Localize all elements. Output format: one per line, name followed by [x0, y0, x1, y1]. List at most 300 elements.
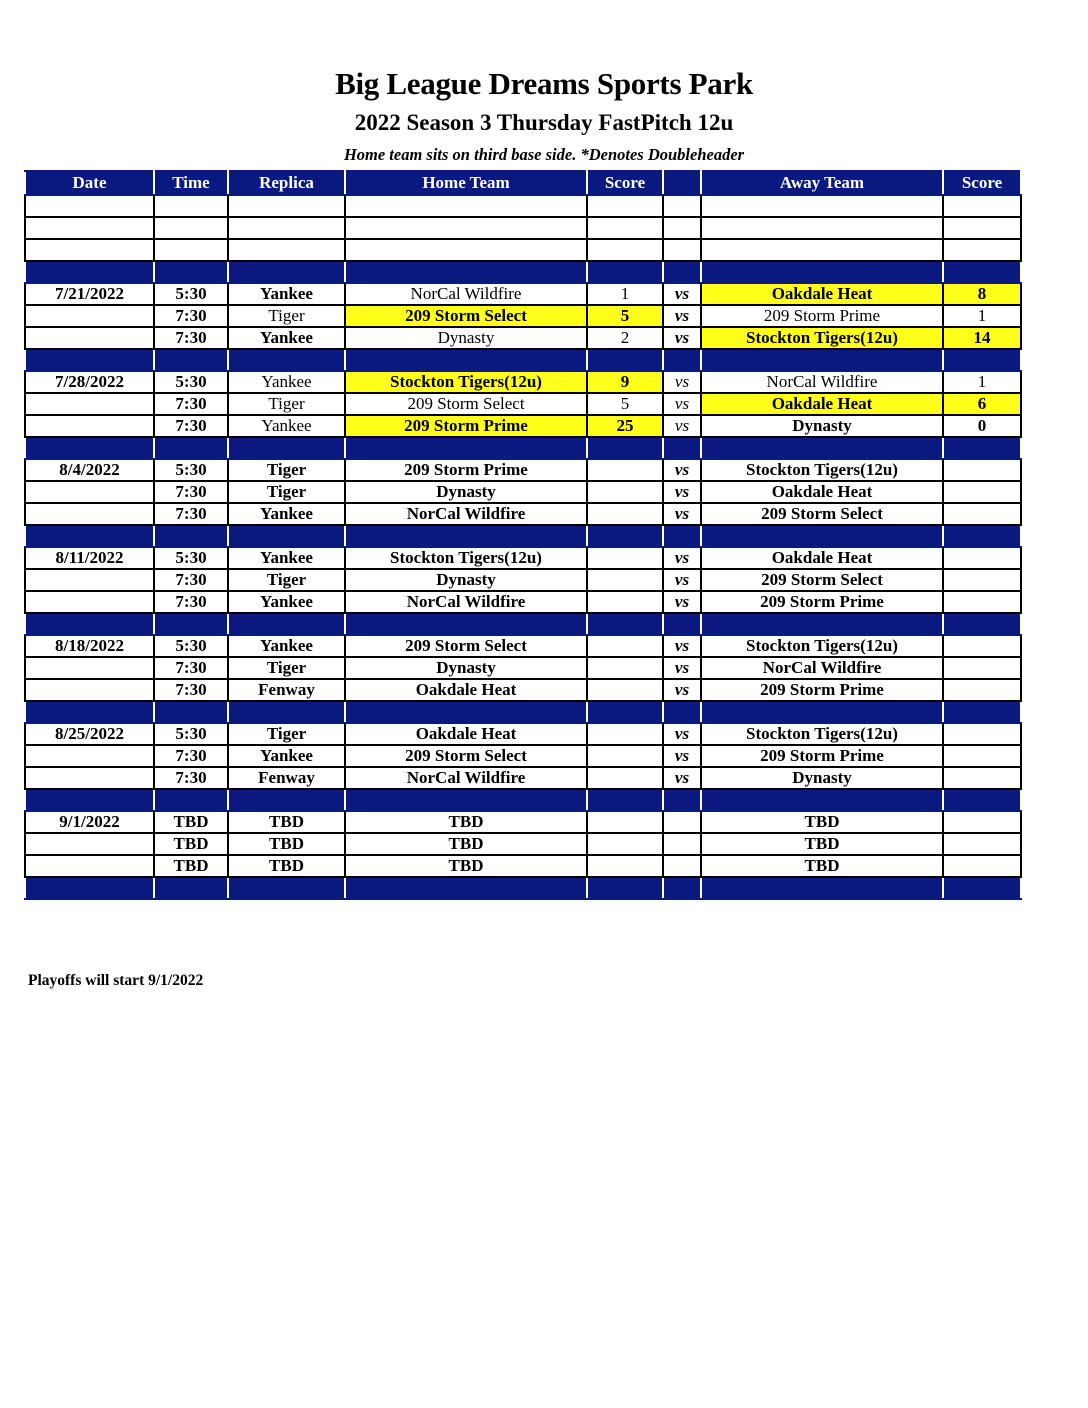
- separator-cell: [228, 525, 345, 547]
- home-score-cell: [587, 767, 663, 789]
- separator-cell: [943, 877, 1021, 899]
- vs-cell: vs: [663, 481, 701, 503]
- table-row: [25, 195, 1021, 217]
- separator-cell: [701, 261, 943, 283]
- schedule-table: [24, 170, 1022, 900]
- home-cell: NorCal Wildfire: [345, 767, 587, 789]
- away-cell: TBD: [701, 855, 943, 877]
- replica-cell: TBD: [228, 811, 345, 833]
- separator-cell: [154, 349, 228, 371]
- replica-cell: [228, 217, 345, 239]
- table-row: [25, 657, 1021, 679]
- home-cell: [345, 217, 587, 239]
- home-cell: 209 Storm Select: [345, 305, 587, 327]
- page-subtitle: 2022 Season 3 Thursday FastPitch 12u: [354, 110, 734, 135]
- separator-cell: [701, 525, 943, 547]
- separator-cell: [228, 437, 345, 459]
- replica-cell: Fenway: [228, 767, 345, 789]
- separator-cell: [587, 789, 663, 811]
- replica-cell: Yankee: [228, 635, 345, 657]
- time-cell: 7:30: [154, 327, 228, 349]
- away-cell: 209 Storm Select: [701, 569, 943, 591]
- replica-cell: Yankee: [228, 327, 345, 349]
- separator-cell: [345, 525, 587, 547]
- separator-cell: [228, 349, 345, 371]
- replica-cell: Tiger: [228, 305, 345, 327]
- replica-cell: Yankee: [228, 415, 345, 437]
- away-score-cell: [943, 855, 1021, 877]
- separator-cell: [587, 701, 663, 723]
- home-score-cell: [587, 547, 663, 569]
- vs-cell: vs: [663, 767, 701, 789]
- away-score-cell: [943, 547, 1021, 569]
- away-cell: NorCal Wildfire: [701, 371, 943, 393]
- separator-cell: [228, 789, 345, 811]
- table-row: [25, 547, 1021, 569]
- home-cell: Dynasty: [345, 657, 587, 679]
- separator-cell: [701, 877, 943, 899]
- separator-cell: [587, 261, 663, 283]
- away-score-cell: 1: [943, 371, 1021, 393]
- home-cell: Dynasty: [345, 327, 587, 349]
- time-cell: 7:30: [154, 393, 228, 415]
- home-score-cell: 9: [587, 371, 663, 393]
- separator-cell: [345, 261, 587, 283]
- vs-cell: vs: [663, 305, 701, 327]
- separator-cell: [663, 877, 701, 899]
- table-row: [25, 393, 1021, 415]
- table-row: [25, 459, 1021, 481]
- date-cell: 8/4/2022: [25, 459, 154, 481]
- replica-cell: Tiger: [228, 481, 345, 503]
- home-cell: NorCal Wildfire: [345, 503, 587, 525]
- vs-cell: vs: [663, 327, 701, 349]
- away-cell: Dynasty: [701, 767, 943, 789]
- home-score-cell: [587, 745, 663, 767]
- away-cell: 209 Storm Prime: [701, 745, 943, 767]
- time-cell: 5:30: [154, 283, 228, 305]
- home-cell: 209 Storm Select: [345, 745, 587, 767]
- home-score-cell: [587, 833, 663, 855]
- separator-cell: [587, 613, 663, 635]
- away-score-cell: 8: [943, 283, 1021, 305]
- home-score-cell: [587, 217, 663, 239]
- separator-cell: [587, 437, 663, 459]
- vs-cell: [663, 239, 701, 261]
- table-row: [25, 833, 1021, 855]
- separator-cell: [345, 437, 587, 459]
- separator-cell: [154, 613, 228, 635]
- separator-cell: [25, 525, 154, 547]
- time-cell: 7:30: [154, 415, 228, 437]
- vs-cell: vs: [663, 591, 701, 613]
- separator-cell: [943, 525, 1021, 547]
- col-replica-header: Replica: [228, 171, 345, 195]
- away-cell: Stockton Tigers(12u): [701, 635, 943, 657]
- date-cell: [25, 657, 154, 679]
- away-score-cell: 0: [943, 415, 1021, 437]
- separator-cell: [701, 349, 943, 371]
- away-score-cell: 6: [943, 393, 1021, 415]
- home-cell: Oakdale Heat: [345, 679, 587, 701]
- date-cell: [25, 833, 154, 855]
- away-score-cell: [943, 767, 1021, 789]
- table-row: [25, 679, 1021, 701]
- separator-row: [25, 349, 1021, 371]
- table-row: [25, 283, 1021, 305]
- away-cell: Oakdale Heat: [701, 481, 943, 503]
- separator-cell: [25, 877, 154, 899]
- separator-cell: [25, 349, 154, 371]
- separator-cell: [25, 789, 154, 811]
- home-cell: 209 Storm Prime: [345, 459, 587, 481]
- home-cell: 209 Storm Select: [345, 393, 587, 415]
- playoffs-note: Playoffs will start 9/1/2022: [28, 972, 204, 989]
- separator-cell: [154, 877, 228, 899]
- separator-cell: [154, 437, 228, 459]
- home-cell: TBD: [345, 811, 587, 833]
- home-score-cell: 2: [587, 327, 663, 349]
- separator-row: [25, 877, 1021, 899]
- separator-cell: [663, 701, 701, 723]
- away-score-cell: [943, 833, 1021, 855]
- date-cell: [25, 195, 154, 217]
- separator-cell: [228, 261, 345, 283]
- table-row: [25, 503, 1021, 525]
- home-cell: 209 Storm Prime: [345, 415, 587, 437]
- table-row: [25, 415, 1021, 437]
- time-cell: [154, 217, 228, 239]
- home-cell: [345, 239, 587, 261]
- replica-cell: Yankee: [228, 371, 345, 393]
- vs-cell: vs: [663, 371, 701, 393]
- separator-cell: [663, 613, 701, 635]
- home-score-cell: [587, 459, 663, 481]
- away-score-cell: [943, 195, 1021, 217]
- away-score-cell: [943, 591, 1021, 613]
- time-cell: 5:30: [154, 723, 228, 745]
- vs-cell: vs: [663, 503, 701, 525]
- vs-cell: vs: [663, 415, 701, 437]
- away-cell: Stockton Tigers(12u): [701, 459, 943, 481]
- time-cell: 5:30: [154, 547, 228, 569]
- replica-cell: Tiger: [228, 657, 345, 679]
- date-cell: [25, 217, 154, 239]
- time-cell: 7:30: [154, 569, 228, 591]
- time-cell: 5:30: [154, 459, 228, 481]
- separator-cell: [701, 789, 943, 811]
- away-cell: [701, 239, 943, 261]
- col-home-score-header: Score: [587, 171, 663, 195]
- separator-cell: [25, 613, 154, 635]
- replica-cell: Yankee: [228, 283, 345, 305]
- replica-cell: [228, 239, 345, 261]
- table-row: [25, 855, 1021, 877]
- replica-cell: Tiger: [228, 569, 345, 591]
- vs-cell: vs: [663, 635, 701, 657]
- away-cell: Stockton Tigers(12u): [701, 723, 943, 745]
- home-score-cell: [587, 569, 663, 591]
- away-cell: NorCal Wildfire: [701, 657, 943, 679]
- date-cell: [25, 305, 154, 327]
- home-score-cell: 1: [587, 283, 663, 305]
- home-score-cell: 5: [587, 305, 663, 327]
- separator-cell: [345, 701, 587, 723]
- time-cell: 7:30: [154, 745, 228, 767]
- away-cell: TBD: [701, 833, 943, 855]
- vs-cell: vs: [663, 547, 701, 569]
- vs-cell: vs: [663, 679, 701, 701]
- away-score-cell: [943, 723, 1021, 745]
- page-title: Big League Dreams Sports Park: [335, 66, 753, 101]
- time-cell: 7:30: [154, 657, 228, 679]
- separator-cell: [587, 349, 663, 371]
- away-cell: 209 Storm Select: [701, 503, 943, 525]
- home-cell: Oakdale Heat: [345, 723, 587, 745]
- separator-cell: [25, 701, 154, 723]
- away-cell: [701, 195, 943, 217]
- separator-cell: [943, 437, 1021, 459]
- separator-cell: [701, 437, 943, 459]
- away-cell: Oakdale Heat: [701, 283, 943, 305]
- date-cell: [25, 569, 154, 591]
- replica-cell: TBD: [228, 833, 345, 855]
- home-score-cell: [587, 679, 663, 701]
- table-row: [25, 745, 1021, 767]
- separator-cell: [943, 613, 1021, 635]
- vs-cell: [663, 833, 701, 855]
- date-cell: 9/1/2022: [25, 811, 154, 833]
- separator-cell: [663, 789, 701, 811]
- separator-row: [25, 437, 1021, 459]
- away-score-cell: [943, 481, 1021, 503]
- away-cell: Oakdale Heat: [701, 547, 943, 569]
- vs-cell: vs: [663, 283, 701, 305]
- separator-cell: [701, 613, 943, 635]
- away-score-cell: [943, 635, 1021, 657]
- away-score-cell: [943, 569, 1021, 591]
- replica-cell: Tiger: [228, 459, 345, 481]
- separator-row: [25, 525, 1021, 547]
- separator-cell: [345, 877, 587, 899]
- home-score-cell: [587, 481, 663, 503]
- away-cell: TBD: [701, 811, 943, 833]
- separator-cell: [228, 877, 345, 899]
- separator-row: [25, 701, 1021, 723]
- date-cell: 7/21/2022: [25, 283, 154, 305]
- replica-cell: Yankee: [228, 745, 345, 767]
- date-cell: 7/28/2022: [25, 371, 154, 393]
- date-cell: [25, 855, 154, 877]
- table-row: [25, 635, 1021, 657]
- away-score-cell: [943, 503, 1021, 525]
- vs-cell: [663, 855, 701, 877]
- time-cell: TBD: [154, 855, 228, 877]
- vs-cell: [663, 195, 701, 217]
- home-cell: Stockton Tigers(12u): [345, 547, 587, 569]
- home-score-cell: 25: [587, 415, 663, 437]
- header-row: [25, 171, 1021, 195]
- home-cell: NorCal Wildfire: [345, 283, 587, 305]
- date-cell: 8/11/2022: [25, 547, 154, 569]
- home-cell: TBD: [345, 833, 587, 855]
- separator-cell: [154, 525, 228, 547]
- away-cell: 209 Storm Prime: [701, 305, 943, 327]
- home-score-cell: [587, 855, 663, 877]
- replica-cell: Yankee: [228, 503, 345, 525]
- away-score-cell: [943, 239, 1021, 261]
- replica-cell: Yankee: [228, 547, 345, 569]
- separator-cell: [663, 437, 701, 459]
- vs-cell: [663, 811, 701, 833]
- vs-cell: [663, 217, 701, 239]
- home-score-cell: 5: [587, 393, 663, 415]
- vs-cell: vs: [663, 393, 701, 415]
- date-cell: [25, 503, 154, 525]
- separator-cell: [663, 261, 701, 283]
- home-cell: Dynasty: [345, 569, 587, 591]
- time-cell: 7:30: [154, 591, 228, 613]
- replica-cell: [228, 195, 345, 217]
- away-score-cell: [943, 811, 1021, 833]
- separator-row: [25, 789, 1021, 811]
- separator-cell: [701, 701, 943, 723]
- separator-cell: [943, 789, 1021, 811]
- col-date-header: Date: [25, 171, 154, 195]
- time-cell: TBD: [154, 811, 228, 833]
- separator-cell: [228, 613, 345, 635]
- home-score-cell: [587, 591, 663, 613]
- schedule-note: Home team sits on third base side. *Denotes Doubleheader: [343, 145, 745, 164]
- time-cell: TBD: [154, 833, 228, 855]
- separator-cell: [345, 789, 587, 811]
- separator-cell: [25, 437, 154, 459]
- col-away-team-header: Away Team: [701, 171, 943, 195]
- table-row: [25, 239, 1021, 261]
- away-cell: 209 Storm Prime: [701, 591, 943, 613]
- col-home-team-header: Home Team: [345, 171, 587, 195]
- separator-cell: [663, 525, 701, 547]
- home-score-cell: [587, 635, 663, 657]
- table-row: [25, 217, 1021, 239]
- home-cell: Dynasty: [345, 481, 587, 503]
- replica-cell: Fenway: [228, 679, 345, 701]
- time-cell: 7:30: [154, 503, 228, 525]
- time-cell: [154, 239, 228, 261]
- col-away-score-header: Score: [943, 171, 1021, 195]
- time-cell: 7:30: [154, 305, 228, 327]
- home-score-cell: [587, 239, 663, 261]
- home-score-cell: [587, 195, 663, 217]
- away-cell: 209 Storm Prime: [701, 679, 943, 701]
- away-score-cell: [943, 217, 1021, 239]
- time-cell: 7:30: [154, 481, 228, 503]
- table-row: [25, 723, 1021, 745]
- col-time-header: Time: [154, 171, 228, 195]
- home-cell: NorCal Wildfire: [345, 591, 587, 613]
- home-score-cell: [587, 811, 663, 833]
- away-score-cell: 1: [943, 305, 1021, 327]
- table-row: [25, 327, 1021, 349]
- date-cell: [25, 679, 154, 701]
- table-row: [25, 371, 1021, 393]
- away-cell: Stockton Tigers(12u): [701, 327, 943, 349]
- vs-cell: vs: [663, 723, 701, 745]
- separator-cell: [943, 701, 1021, 723]
- date-cell: [25, 393, 154, 415]
- home-score-cell: [587, 657, 663, 679]
- separator-cell: [943, 349, 1021, 371]
- time-cell: 7:30: [154, 679, 228, 701]
- separator-row: [25, 261, 1021, 283]
- home-cell: 209 Storm Select: [345, 635, 587, 657]
- home-cell: Stockton Tigers(12u): [345, 371, 587, 393]
- table-row: [25, 305, 1021, 327]
- separator-cell: [345, 349, 587, 371]
- away-score-cell: [943, 657, 1021, 679]
- vs-cell: vs: [663, 459, 701, 481]
- home-score-cell: [587, 723, 663, 745]
- date-cell: [25, 415, 154, 437]
- away-cell: [701, 217, 943, 239]
- col-vs-header: [663, 171, 701, 195]
- vs-cell: vs: [663, 569, 701, 591]
- date-cell: 8/18/2022: [25, 635, 154, 657]
- home-cell: [345, 195, 587, 217]
- home-cell: TBD: [345, 855, 587, 877]
- away-cell: Oakdale Heat: [701, 393, 943, 415]
- date-cell: [25, 767, 154, 789]
- date-cell: [25, 591, 154, 613]
- vs-cell: vs: [663, 657, 701, 679]
- time-cell: 5:30: [154, 635, 228, 657]
- separator-row: [25, 613, 1021, 635]
- replica-cell: Tiger: [228, 723, 345, 745]
- time-cell: [154, 195, 228, 217]
- table-row: [25, 481, 1021, 503]
- separator-cell: [25, 261, 154, 283]
- separator-cell: [154, 701, 228, 723]
- away-cell: Dynasty: [701, 415, 943, 437]
- away-score-cell: [943, 679, 1021, 701]
- table-row: [25, 591, 1021, 613]
- date-cell: [25, 745, 154, 767]
- date-cell: [25, 481, 154, 503]
- table-row: [25, 767, 1021, 789]
- separator-cell: [154, 261, 228, 283]
- time-cell: 5:30: [154, 371, 228, 393]
- table-row: [25, 811, 1021, 833]
- replica-cell: Tiger: [228, 393, 345, 415]
- away-score-cell: [943, 459, 1021, 481]
- away-score-cell: [943, 745, 1021, 767]
- vs-cell: vs: [663, 745, 701, 767]
- replica-cell: TBD: [228, 855, 345, 877]
- date-cell: 8/25/2022: [25, 723, 154, 745]
- separator-cell: [943, 261, 1021, 283]
- separator-cell: [228, 701, 345, 723]
- home-score-cell: [587, 503, 663, 525]
- time-cell: 7:30: [154, 767, 228, 789]
- separator-cell: [587, 877, 663, 899]
- separator-cell: [663, 349, 701, 371]
- replica-cell: Yankee: [228, 591, 345, 613]
- separator-cell: [587, 525, 663, 547]
- separator-cell: [154, 789, 228, 811]
- date-cell: [25, 239, 154, 261]
- away-score-cell: 14: [943, 327, 1021, 349]
- separator-cell: [345, 613, 587, 635]
